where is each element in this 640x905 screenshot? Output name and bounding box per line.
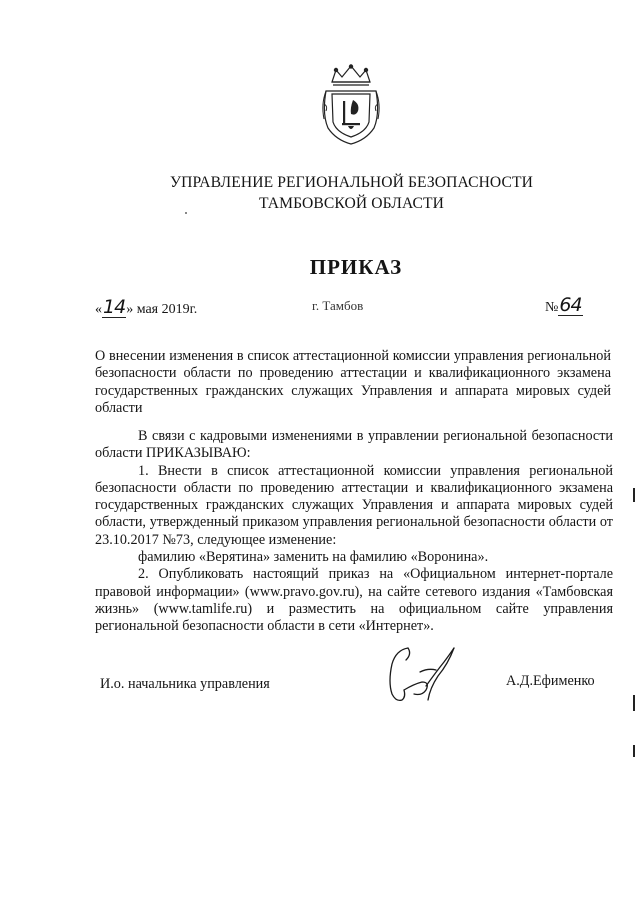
document-date <box>95 296 197 318</box>
handwritten-signature <box>378 642 468 708</box>
date-month-year: мая 2019г. <box>133 302 198 317</box>
scan-edge-mark <box>633 488 635 502</box>
document-subject: О внесении изменения в список аттестационной комиссии управления региональной безопасности области по проведению аттестации и квалификационного экзамена государственных гражданских служащих Управления и аппарата мировых судей области <box>95 348 611 416</box>
signatory-role: И.о. начальника управления <box>100 676 270 692</box>
organization-name-line-1: УПРАВЛЕНИЕ РЕГИОНАЛЬНОЙ БЕЗОПАСНОСТИ <box>170 174 533 191</box>
organization-header <box>0 172 640 214</box>
date-close-quote: » <box>126 302 134 317</box>
date-open-quote: « <box>95 302 102 317</box>
document-body <box>95 428 613 636</box>
document-city: г. Тамбов <box>312 298 364 313</box>
item-1-change-paragraph: фамилию «Верятина» заменить на фамилию «Воронина». <box>138 549 489 566</box>
coat-of-arms-emblem <box>320 64 382 146</box>
date-day-handwritten: 14 <box>103 296 126 318</box>
number-sign: № <box>545 300 559 315</box>
document-title: ПРИКАЗ <box>309 255 403 279</box>
item-2-paragraph: 2. Опубликовать настоящий приказ на «Официальном интернет-портале правовой информации» (www.pravo.gov.ru), на сайте сетевого издания «Тамбовская жизнь» (www.tamlife.ru) и разместить на официальном сайте управления региональной безопасности области в сети «Интернет». <box>95 566 613 635</box>
signatory-name: А.Д.Ефименко <box>506 673 595 689</box>
scan-dot <box>185 212 187 214</box>
organization-name-line-2: ТАМБОВСКОЙ ОБЛАСТИ <box>258 195 445 212</box>
item-1-paragraph: 1. Внести в список аттестационной комиссии управления региональной безопасности области по проведению аттестации и квалификационного экзамена государственных гражданских служащих Управления и аппарата мировых судей области, утвержденный приказом управления региональной безопасности области от 23.10.2017 №73, следующее изменение: <box>95 462 613 548</box>
document-number <box>545 294 583 316</box>
intro-paragraph: В связи с кадровыми изменениями в управлении региональной безопасности области ПРИКАЗЫВАЮ: <box>95 428 613 462</box>
scan-edge-mark <box>633 695 635 711</box>
scan-edge-mark <box>633 745 635 757</box>
number-value-handwritten: 64 <box>559 294 582 316</box>
